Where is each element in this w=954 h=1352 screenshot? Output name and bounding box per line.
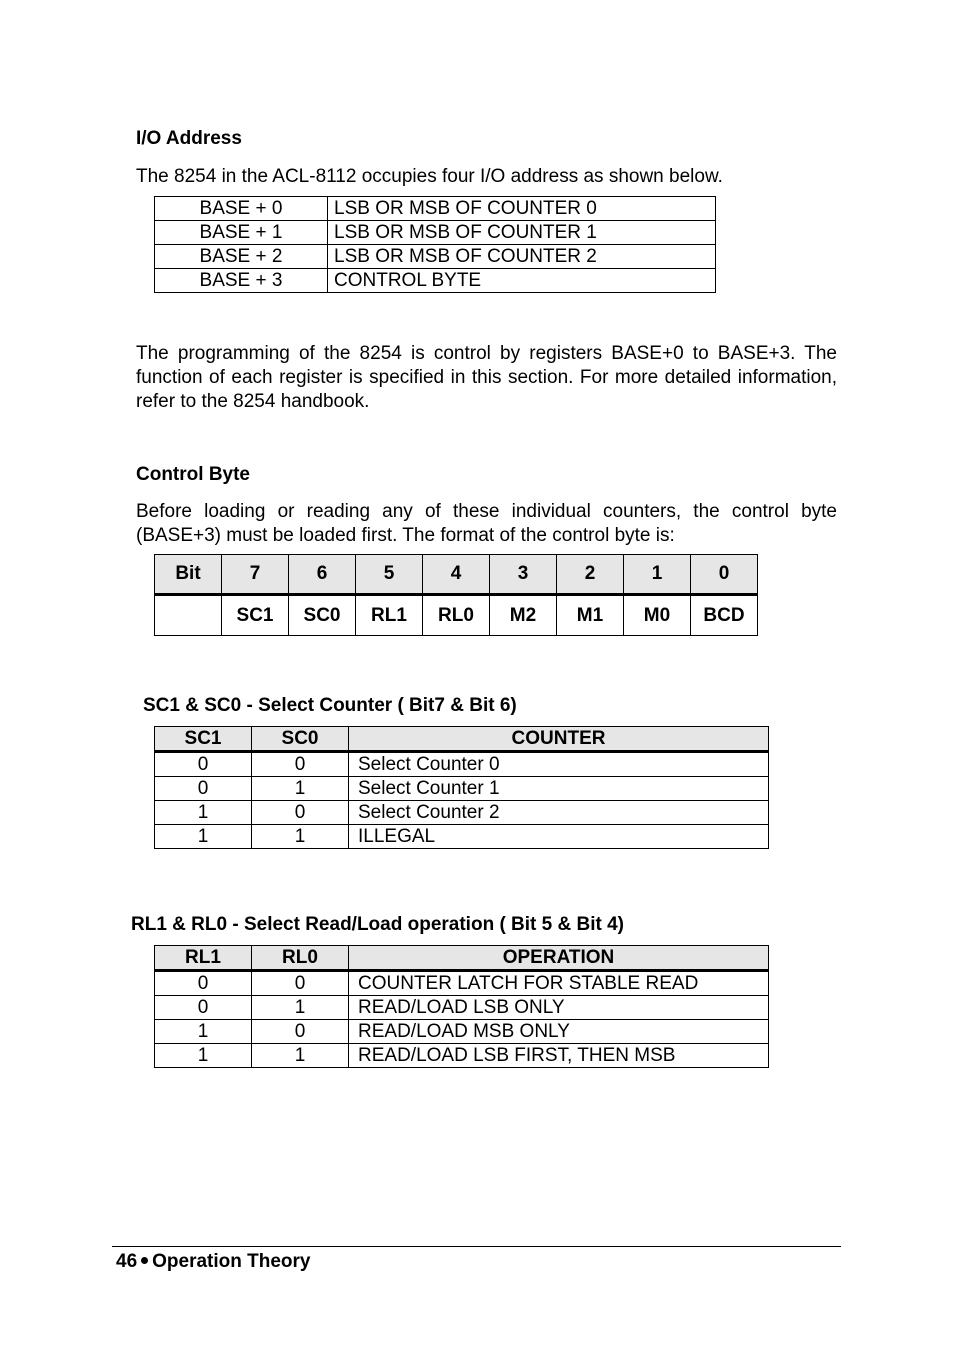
table-cell: Select Counter 1: [349, 777, 769, 801]
table-cell: 1: [155, 1020, 252, 1044]
io-address-intro: The 8254 in the ACL-8112 occupies four I/O address as shown below.: [136, 166, 723, 187]
table-cell: 0: [252, 971, 349, 996]
table-cell: 0: [252, 801, 349, 825]
table-cell: M1: [557, 595, 624, 636]
table-header-cell: RL1: [155, 946, 252, 971]
table-cell: 0: [155, 996, 252, 1020]
table-header-row: [155, 946, 769, 971]
table-cell: BCD: [691, 595, 758, 636]
programming-paragraph: The programming of the 8254 is control by registers BASE+0 to BASE+3. The function of each register is specified in this section. For more detailed information, refer to the 8254 handbook.: [136, 343, 837, 412]
table-cell: BASE + 3: [155, 269, 328, 293]
table-cell: 0: [252, 752, 349, 777]
table-header-cell: SC1: [155, 727, 252, 752]
bullet-icon: [141, 1257, 148, 1264]
table-cell: 1: [252, 777, 349, 801]
table-cell: 1: [155, 825, 252, 849]
table-row: [155, 1044, 769, 1068]
table-cell: [155, 595, 222, 636]
bit-number-row: [155, 555, 758, 595]
table-cell: 5: [356, 555, 423, 595]
io-address-table: [154, 196, 716, 293]
table-cell: 0: [252, 1020, 349, 1044]
table-row: [155, 221, 716, 245]
select-counter-heading: SC1 & SC0 - Select Counter ( Bit7 & Bit 6): [143, 695, 517, 716]
table-cell: COUNTER LATCH FOR STABLE READ: [349, 971, 769, 996]
table-row: [155, 197, 716, 221]
table-row: [155, 996, 769, 1020]
read-load-heading: RL1 & RL0 - Select Read/Load operation ( Bit 5 & Bit 4): [131, 914, 625, 935]
table-cell: 4: [423, 555, 490, 595]
table-header-cell: COUNTER: [349, 727, 769, 752]
footer-section-title: Operation Theory: [152, 1251, 311, 1272]
table-cell: 1: [252, 1044, 349, 1068]
table-cell: 6: [289, 555, 356, 595]
page-number: 46: [116, 1251, 138, 1272]
table-cell: 0: [155, 777, 252, 801]
control-byte-heading: Control Byte: [136, 464, 250, 485]
table-cell: M0: [624, 595, 691, 636]
table-cell: SC1: [222, 595, 289, 636]
table-cell: ILLEGAL: [349, 825, 769, 849]
table-cell: READ/LOAD MSB ONLY: [349, 1020, 769, 1044]
table-row: [155, 777, 769, 801]
table-cell: READ/LOAD LSB ONLY: [349, 996, 769, 1020]
table-header-cell: RL0: [252, 946, 349, 971]
table-cell: 1: [252, 996, 349, 1020]
table-row: [155, 971, 769, 996]
table-cell: M2: [490, 595, 557, 636]
table-row: [155, 245, 716, 269]
table-cell: Bit: [155, 555, 222, 595]
table-row: [155, 825, 769, 849]
table-cell: RL0: [423, 595, 490, 636]
table-cell: 7: [222, 555, 289, 595]
select-counter-table: [154, 726, 769, 849]
table-header-cell: OPERATION: [349, 946, 769, 971]
table-cell: BASE + 1: [155, 221, 328, 245]
table-cell: CONTROL BYTE: [328, 269, 716, 293]
table-cell: BASE + 2: [155, 245, 328, 269]
table-cell: SC0: [289, 595, 356, 636]
table-row: [155, 269, 716, 293]
io-address-heading: I/O Address: [136, 128, 242, 149]
table-cell: RL1: [356, 595, 423, 636]
table-header-row: [155, 727, 769, 752]
bit-name-row: [155, 595, 758, 636]
table-cell: LSB OR MSB OF COUNTER 0: [328, 197, 716, 221]
control-byte-format-table: [154, 554, 758, 636]
table-cell: Select Counter 0: [349, 752, 769, 777]
table-row: [155, 752, 769, 777]
table-cell: 2: [557, 555, 624, 595]
table-cell: 1: [252, 825, 349, 849]
table-cell: 1: [155, 801, 252, 825]
table-cell: 0: [691, 555, 758, 595]
table-cell: LSB OR MSB OF COUNTER 1: [328, 221, 716, 245]
table-cell: 1: [155, 1044, 252, 1068]
footer-divider: [112, 1246, 841, 1247]
table-cell: 3: [490, 555, 557, 595]
table-cell: LSB OR MSB OF COUNTER 2: [328, 245, 716, 269]
control-byte-paragraph: Before loading or reading any of these individual counters, the control byte (BASE+3) must be loaded first. The format of the control byte is:: [136, 501, 837, 546]
table-cell: Select Counter 2: [349, 801, 769, 825]
table-row: [155, 801, 769, 825]
read-load-table: [154, 945, 769, 1068]
table-cell: 1: [624, 555, 691, 595]
table-cell: BASE + 0: [155, 197, 328, 221]
page-footer: [116, 1251, 311, 1273]
table-header-cell: SC0: [252, 727, 349, 752]
table-cell: 0: [155, 752, 252, 777]
table-row: [155, 1020, 769, 1044]
table-cell: 0: [155, 971, 252, 996]
table-cell: READ/LOAD LSB FIRST, THEN MSB: [349, 1044, 769, 1068]
